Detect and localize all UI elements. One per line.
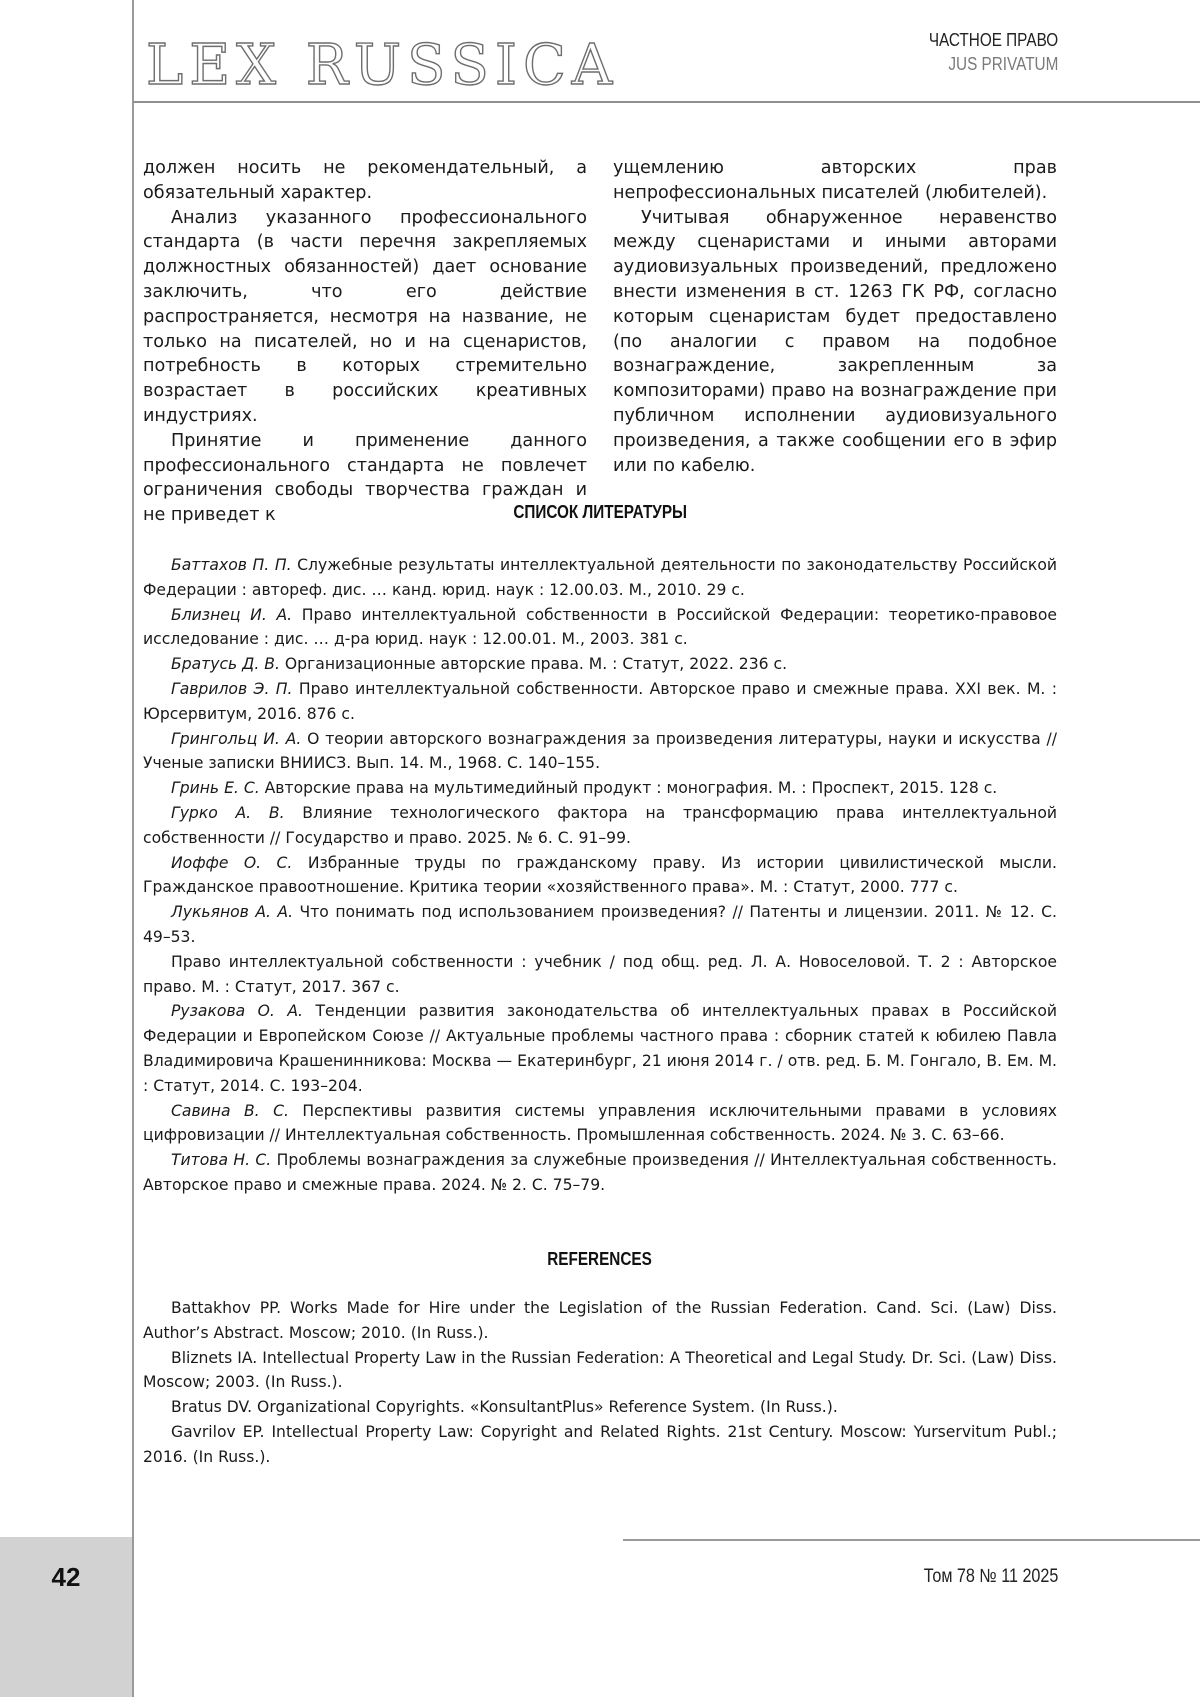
bib-author: Титова Н. С. [171, 1151, 272, 1170]
journal-logo: LEX RUSSICA [146, 33, 619, 98]
bib-text: Что понимать под использованием произведения? // Патенты и лицензии. 2011. № 12. С. 49–53. [143, 903, 1057, 946]
bib-entry [143, 1148, 1057, 1198]
reference-entry: Bliznets IA. Intellectual Property Law in the Russian Federation: A Theoretical and Legal Study. Dr. Sci. (Law) Diss. Moscow; 2003. (In Russ.). [143, 1348, 1057, 1392]
bib-text: Перспективы развития системы управления исключительными правами в условиях цифровизации // Интеллектуальная собственность. Промышленная собственность. 2024. № 3. С. 63–66. [143, 1101, 1058, 1145]
bib-text: Служебные результаты интеллектуальной деятельности по законодательству Российской Федерации : автореф. дис. … канд. юрид. наук : 12.00.03. М., 2010. 29 с. [143, 556, 1057, 599]
reference-entry: Bratus DV. Organizational Copyrights. «KonsultantPlus» Reference System. (In Russ.). [171, 1398, 838, 1417]
paragraph: Принятие и применение данного профессионального стандарта не повлечет ограничения свободы творчества граждан и не приведет к [143, 430, 587, 526]
references-list [143, 1296, 1057, 1470]
literature-heading-text: СПИСОК ЛИТЕРАТУРЫ [513, 502, 687, 522]
bib-text: Право интеллектуальной собственности. Авторское право и смежные права. XXI век. М. : Юрсервитум, 2016. 876 с. [143, 679, 1058, 723]
bib-author: Лукьянов А. А. [171, 903, 294, 922]
bib-text: Влияние технологического фактора на трансформацию права интеллектуальной собственности // Государство и право. 2025. № 6. С. 91–99. [143, 803, 1057, 847]
bib-text: Право интеллектуальной собственности : учебник / под общ. ред. Л. А. Новоселовой. Т. 2 : Авторское право. М. : Статут, 2017. 367 с. [143, 952, 1057, 996]
bib-author: Баттахов П. П. [171, 556, 292, 574]
reference-entry: Gavrilov EP. Intellectual Property Law: Copyright and Related Rights. 21st Century. Moscow: Yurservitum Publ.; 2016. (In Russ.). [143, 1422, 1057, 1466]
page-number-box [0, 1537, 132, 1697]
bib-text: Тенденции развития законодательства об интеллектуальных правах в Российской Федерации и Европейском Союзе // Актуальные проблемы частного права : сборник статей к юбилею Павла Владимировича Крашенинникова: Москва — Екатеринбург, 21 июня 2014 г. / отв. ред. Б. М. Гонгало, В. Ем. М. : Статут, 2014. С. 193–204. [143, 1002, 1058, 1095]
bib-entry [143, 900, 1057, 950]
bib-entry [143, 677, 1057, 727]
bib-text: Авторские права на мультимедийный продукт : монография. М. : Проспект, 2015. 128 с. [259, 779, 998, 798]
references-heading-text: REFERENCES [547, 1249, 653, 1269]
header-divider [133, 101, 1200, 103]
bib-entry [143, 776, 1057, 801]
section-title-latin: JUS PRIVATUM [948, 54, 1058, 74]
bib-entry [143, 999, 1057, 1098]
bib-text: Право интеллектуальной собственности в Российской Федерации: теоретико-правовое исследование : дис. … д-ра юрид. наук : 12.00.01. М., 2003. 381 с. [143, 605, 1058, 649]
bib-entry [143, 1099, 1057, 1149]
bib-entry [143, 603, 1057, 653]
bib-author: Близнец И. А. [171, 605, 293, 624]
page-number: 42 [51, 1562, 81, 1592]
bib-author: Гринь Е. С. [171, 779, 260, 798]
bib-author: Рузакова О. А. [171, 1002, 303, 1021]
paragraph: Анализ указанного профессионального стандарта (в части перечня закрепляемых должностных обязанностей) дает основание заключить, что его действие распространяется, несмотря на название, не только на писателей, но и на сценаристов, потребность в которых стремительно возрастает в российских креативных индустриях. [143, 207, 587, 426]
bib-author: Гаврилов Э. П. [171, 679, 293, 698]
bib-entry [143, 727, 1057, 777]
bib-entry [143, 851, 1057, 901]
references-heading [143, 1249, 1057, 1270]
reference-entry: Battakhov PP. Works Made for Hire under the Legislation of the Russian Federation. Cand. Sci. (Law) Diss. Author’s Abstract. Moscow; 2010. (In Russ.). [143, 1299, 1057, 1342]
body-column-left [143, 156, 587, 528]
bib-author: Братусь Д. В. [171, 655, 280, 674]
bib-entry [143, 801, 1057, 851]
footer-divider [623, 1539, 1200, 1541]
section-title-ru: ЧАСТНОЕ ПРАВО [928, 30, 1058, 50]
paragraph: ущемлению авторских прав непрофессиональных писателей (любителей). [613, 158, 1057, 203]
bib-author: Гурко А. В. [171, 803, 285, 822]
literature-list [143, 553, 1057, 1198]
bib-entry [143, 652, 1057, 677]
paragraph: должен носить не рекомендательный, а обязательный характер. [143, 158, 587, 203]
bib-entry [143, 950, 1057, 1000]
bib-entry [143, 553, 1057, 603]
paragraph: Учитывая обнаруженное неравенство между сценаристами и иными авторами аудиовизуальных произведений, предложено внести изменения в ст. 1263 ГК РФ, согласно которым сценаристам будет предоставлено (по аналогии с правом на подобное вознаграждение, закрепленным за композиторами) право на вознаграждение при публичном исполнении аудиовизуального произведения, а также сообщении его в эфир или по кабелю. [613, 207, 1057, 476]
body-column-right [613, 156, 1057, 478]
bib-text: О теории авторского вознаграждения за произведения литературы, науки и искусства // Ученые записки ВНИИСЗ. Вып. 14. М., 1968. С. 140–155. [143, 729, 1057, 773]
bib-text: Избранные труды по гражданскому праву. Из истории цивилистической мысли. Гражданское правоотношение. Критика теории «хозяйственного права». М. : Статут, 2000. 777 с. [143, 853, 1057, 897]
bib-author: Грингольц И. А. [171, 729, 302, 748]
bib-author: Савина В. С. [171, 1101, 289, 1120]
bib-author: Иоффе О. С. [171, 853, 293, 872]
left-margin-strip [0, 0, 134, 1697]
issue-info: Том 78 № 11 2025 [923, 1566, 1058, 1587]
bib-text: Проблемы вознаграждения за служебные произведения // Интеллектуальная собственность. Авторское право и смежные права. 2024. № 2. С. 75–79. [143, 1151, 1057, 1194]
bib-text: Организационные авторские права. М. : Статут, 2022. 236 с. [279, 655, 788, 674]
literature-heading [143, 502, 1057, 523]
